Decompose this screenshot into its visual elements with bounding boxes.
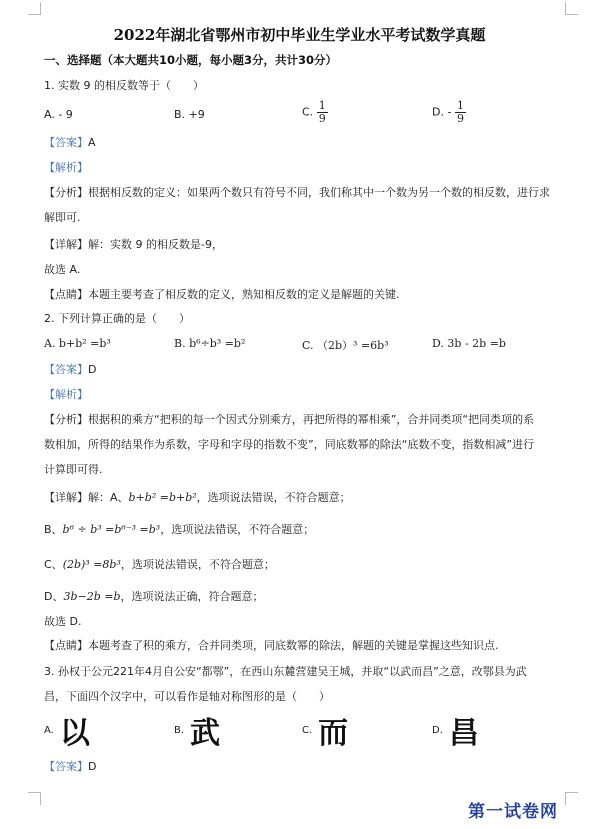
q2-dianjing	[44, 638, 499, 654]
q3-option-d-label: D.	[432, 724, 443, 736]
q1-option-c-label: C.	[302, 105, 314, 119]
q2-xiangjie-tag: 【详解】	[44, 491, 88, 504]
q2-xiangjie-d-post: ，选项说法正确，符合题意；	[120, 590, 264, 603]
q2-option-c: C. （2b）³ =6b³	[302, 339, 389, 352]
q3-stem-line2: 昌，下面四个汉字中，可以看作是轴对称图形的是（ ）	[44, 690, 330, 703]
q1-xiangjie	[44, 237, 223, 253]
section-heading: 一、选择题（本大题共10小题，每小题3分，共计30分）	[44, 53, 338, 67]
q3-option-b-char: 武	[190, 716, 221, 751]
watermark-logo-text: 第一试卷网	[468, 802, 558, 822]
q3-option-a-char: 以	[59, 716, 90, 751]
q1-option-c-numerator: 1	[318, 99, 326, 112]
q1-xiangjie-text: 解：实数 9 的相反数是-9，	[88, 238, 223, 251]
q1-option-c-denominator: 9	[318, 112, 326, 125]
q2-xiangjie-a-math: b+b² =b+b²	[128, 491, 197, 504]
q2-xiangjie-a	[44, 490, 351, 506]
q1-option-c	[302, 100, 328, 125]
q2-xiangjie-d	[44, 589, 264, 605]
q3-option-a	[44, 708, 90, 752]
q3-option-b	[174, 708, 220, 752]
q3-option-c-char: 而	[318, 716, 349, 751]
q2-answer	[44, 362, 96, 378]
q2-xiangjie-b-math: b⁶ ÷ b³ =b⁶⁻³ =b³	[62, 523, 161, 536]
q1-stem: 1. 实数 9 的相反数等于（ ）	[44, 79, 204, 92]
q2-option-b: B. b⁶÷b³ =b²	[174, 337, 246, 350]
q2-option-d: D. 3b - 2b =b	[432, 337, 506, 350]
q1-option-d	[432, 100, 466, 125]
q2-answer-value: D	[88, 363, 97, 376]
q2-stem: 2. 下列计算正确的是（ ）	[44, 312, 190, 325]
q2-dianjing-text: 本题考查了积的乘方，合并同类项，同底数幂的除法，解题的关键是掌握这些知识点.	[88, 639, 499, 652]
q1-answer	[44, 135, 96, 151]
q1-answer-value: A	[88, 136, 96, 149]
q3-option-d	[432, 708, 479, 752]
q1-dianjing-text: 本题主要考查了相反数的定义，熟知相反数的定义是解题的关键.	[88, 288, 400, 301]
q2-fenxi-line3: 计算即可得.	[44, 463, 103, 476]
q1-fenxi-line2: 解即可.	[44, 211, 81, 224]
q2-option-a: A. b+b² =b³	[44, 337, 111, 350]
q2-xiangjie-c	[44, 557, 275, 573]
q1-dianjing	[44, 287, 400, 303]
q1-xiangjie-tag: 【详解】	[44, 238, 88, 251]
q1-option-c-fraction	[317, 100, 328, 125]
q1-analysis-tag: 【解析】	[44, 161, 88, 174]
q2-analysis-tag: 【解析】	[44, 388, 88, 401]
q1-fenxi-line1	[44, 185, 550, 201]
q3-option-c-label: C.	[302, 724, 313, 736]
q2-fenxi-tag: 【分析】	[44, 413, 88, 426]
q2-xiangjie-b-pre: B、	[44, 523, 63, 536]
page-title: 2022年湖北省鄂州市初中毕业生学业水平考试数学真题	[113, 26, 486, 44]
q1-option-d-fraction	[455, 100, 466, 125]
q2-xiangjie-c-math: (2b)³ =8b³	[62, 558, 121, 571]
q3-answer	[44, 759, 96, 775]
q3-stem-line1: 3. 孙权于公元221年4月自公安“都鄂”，在西山东麓营建吴王城，并取“以武而昌”之意，改鄂县为武	[44, 665, 527, 678]
crop-mark-bottom-right	[565, 792, 578, 805]
q1-option-b: B. +9	[174, 108, 205, 121]
q2-conclusion: 故选 D.	[44, 615, 82, 628]
q2-xiangjie-c-pre: C、	[44, 558, 63, 571]
q2-fenxi-line2: 数相加，所得的结果作为系数，字母和字母的指数不变”，同底数幂的除法“底数不变，指数相减”进行	[44, 438, 535, 451]
q2-xiangjie-a-post: ，选项说法错误，不符合题意；	[196, 491, 351, 504]
q1-conclusion: 故选 A.	[44, 263, 81, 276]
q2-xiangjie-d-pre: D、	[44, 590, 64, 603]
q1-option-d-denominator: 9	[456, 112, 464, 125]
q2-xiangjie-b-post: ，选项说法错误，不符合题意；	[160, 523, 315, 536]
q3-option-b-label: B.	[174, 724, 185, 736]
crop-mark-top-right	[565, 2, 578, 15]
q2-answer-tag: 【答案】	[44, 363, 88, 376]
q1-answer-tag: 【答案】	[44, 136, 88, 149]
q3-option-d-char: 昌	[448, 716, 479, 751]
q1-fenxi-text1: 根据相反数的定义：如果两个数只有符号不同，我们称其中一个数为另一个数的相反数，进行求	[88, 186, 550, 199]
q1-fenxi-tag: 【分析】	[44, 186, 88, 199]
q2-dianjing-tag: 【点睛】	[44, 639, 88, 652]
q2-xiangjie-c-post: ，选项说法错误，不符合题意；	[120, 558, 275, 571]
crop-mark-bottom-left	[28, 792, 41, 805]
q2-fenxi-text1: 根据积的乘方“把积的每一个因式分别乘方，再把所得的幂相乘”，合并同类项“把同类项的系	[88, 413, 535, 426]
q1-dianjing-tag: 【点睛】	[44, 288, 88, 301]
q2-xiangjie-a-pre: 解：A、	[88, 491, 129, 504]
q3-answer-value: D	[88, 760, 97, 773]
q3-option-a-label: A.	[44, 724, 54, 736]
crop-mark-top-left	[28, 2, 41, 15]
q2-xiangjie-d-math: 3b−2b =b	[63, 590, 121, 603]
q1-option-a: A. - 9	[44, 108, 73, 121]
q3-answer-tag: 【答案】	[44, 760, 88, 773]
q1-option-d-label: D. -	[432, 105, 452, 119]
q1-option-d-numerator: 1	[456, 99, 464, 112]
q2-xiangjie-b	[44, 522, 314, 538]
q3-option-c	[302, 708, 348, 752]
q2-fenxi-line1	[44, 412, 534, 428]
